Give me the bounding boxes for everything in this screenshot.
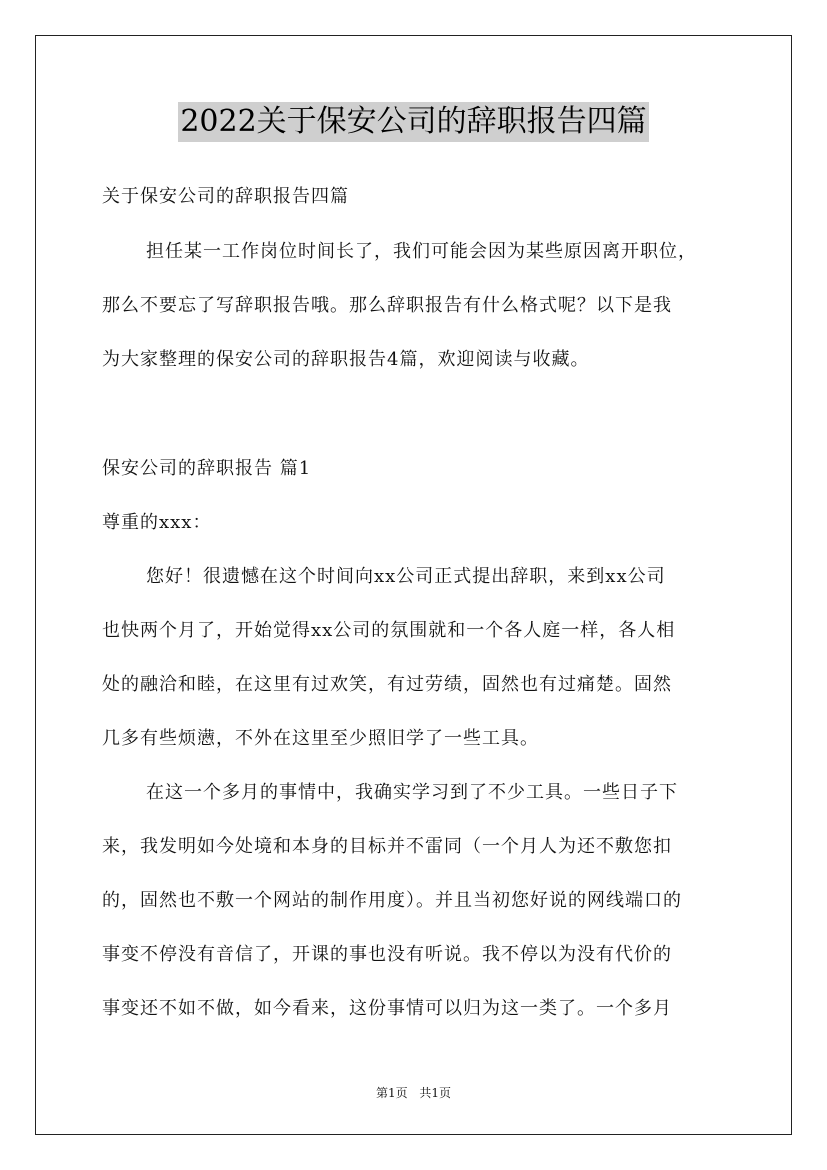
paragraph-line: 也快两个月了，开始觉得xx公司的氛围就和一个各人庭一样，各人相 bbox=[102, 620, 676, 641]
page-total: 共1页 bbox=[419, 1086, 452, 1100]
intro-line: 担任某一工作岗位时间长了，我们可能会因为某些原因离开职位， bbox=[146, 241, 697, 262]
paragraph-line: 在这一个多月的事情中，我确实学习到了不少工具。一些日子下 bbox=[146, 782, 678, 803]
paragraph-line: 几多有些烦懑，不外在这里至少照旧学了一些工具。 bbox=[102, 728, 539, 749]
page-footer bbox=[0, 1084, 827, 1101]
section-heading: 保安公司的辞职报告 篇1 bbox=[102, 458, 312, 479]
intro-line: 为大家整理的保安公司的辞职报告4篇，欢迎阅读与收藏。 bbox=[102, 349, 590, 370]
document-title: 2022关于保安公司的辞职报告四篇 bbox=[178, 102, 648, 142]
title-container bbox=[0, 102, 827, 142]
paragraph-line: 事变还不如不做，如今看来，这份事情可以归为这一类了。一个多月 bbox=[102, 998, 672, 1019]
page-number: 第1页 bbox=[375, 1086, 408, 1100]
subtitle: 关于保安公司的辞职报告四篇 bbox=[102, 186, 349, 207]
paragraph-line: 处的融洽和睦，在这里有过欢笑，有过劳绩，固然也有过痛楚。固然 bbox=[102, 674, 672, 695]
intro-line: 那么不要忘了写辞职报告哦。那么辞职报告有什么格式呢？以下是我 bbox=[102, 295, 672, 316]
salutation: 尊重的xxx： bbox=[102, 512, 212, 533]
paragraph-line: 的，固然也不敷一个网站的制作用度）。并且当初您好说的网线端口的 bbox=[102, 890, 682, 911]
paragraph-line: 来，我发明如今处境和本身的目标并不雷同（一个月人为还不敷您扣 bbox=[102, 836, 672, 857]
paragraph-line: 您好！很遗憾在这个时间向xx公司正式提出辞职，来到xx公司 bbox=[146, 566, 666, 587]
paragraph-line: 事变不停没有音信了，开课的事也没有听说。我不停以为没有代价的 bbox=[102, 944, 672, 965]
